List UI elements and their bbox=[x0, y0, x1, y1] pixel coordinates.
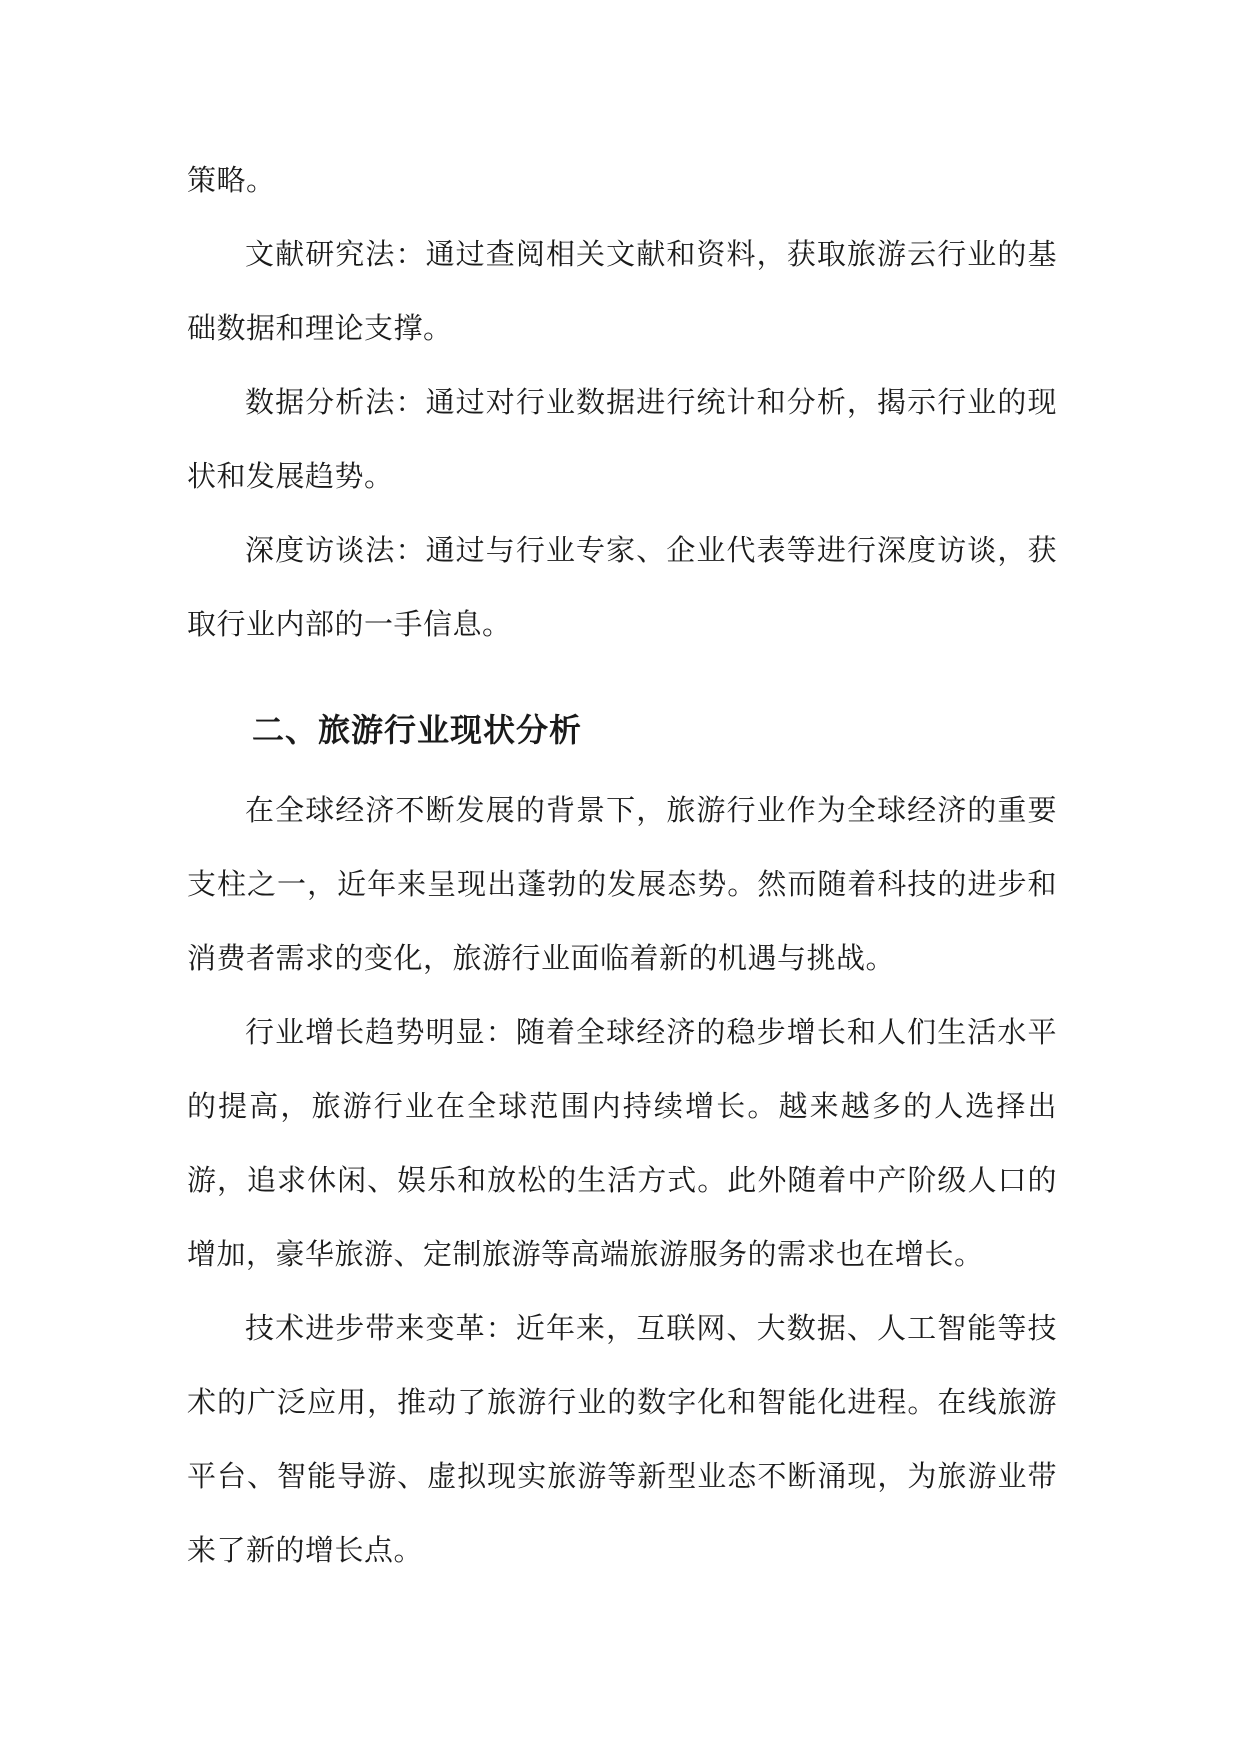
paragraph-industry-overview: 在全球经济不断发展的背景下，旅游行业作为全球经济的重要支柱之一，近年来呈现出蓬勃的发展态势。然而随着科技的进步和消费者需求的变化，旅游行业面临着新的机遇与挑战。 bbox=[187, 793, 1057, 975]
paragraph-interview-method: 深度访谈法：通过与行业专家、企业代表等进行深度访谈，获取行业内部的一手信息。 bbox=[187, 533, 1057, 641]
section-heading: 二、旅游行业现状分析 bbox=[252, 711, 583, 749]
paragraph-literature-method: 文献研究法：通过查阅相关文献和资料，获取旅游云行业的基础数据和理论支撑。 bbox=[187, 237, 1057, 345]
paragraph-growth-trend: 行业增长趋势明显：随着全球经济的稳步增长和人们生活水平的提高，旅游行业在全球范围内持续增长。越来越多的人选择出游，追求休闲、娱乐和放松的生活方式。此外随着中产阶级人口的增加，豪华旅游、定制旅游等高端旅游服务的需求也在增长。 bbox=[187, 1015, 1057, 1271]
paragraph-continuation: 策略。 bbox=[187, 163, 276, 197]
document-body bbox=[187, 143, 1057, 1587]
paragraph-data-analysis-method: 数据分析法：通过对行业数据进行统计和分析，揭示行业的现状和发展趋势。 bbox=[187, 385, 1057, 493]
paragraph-tech-change: 技术进步带来变革：近年来，互联网、大数据、人工智能等技术的广泛应用，推动了旅游行业的数字化和智能化进程。在线旅游平台、智能导游、虚拟现实旅游等新型业态不断涌现，为旅游业带来了新的增长点。 bbox=[187, 1311, 1057, 1567]
